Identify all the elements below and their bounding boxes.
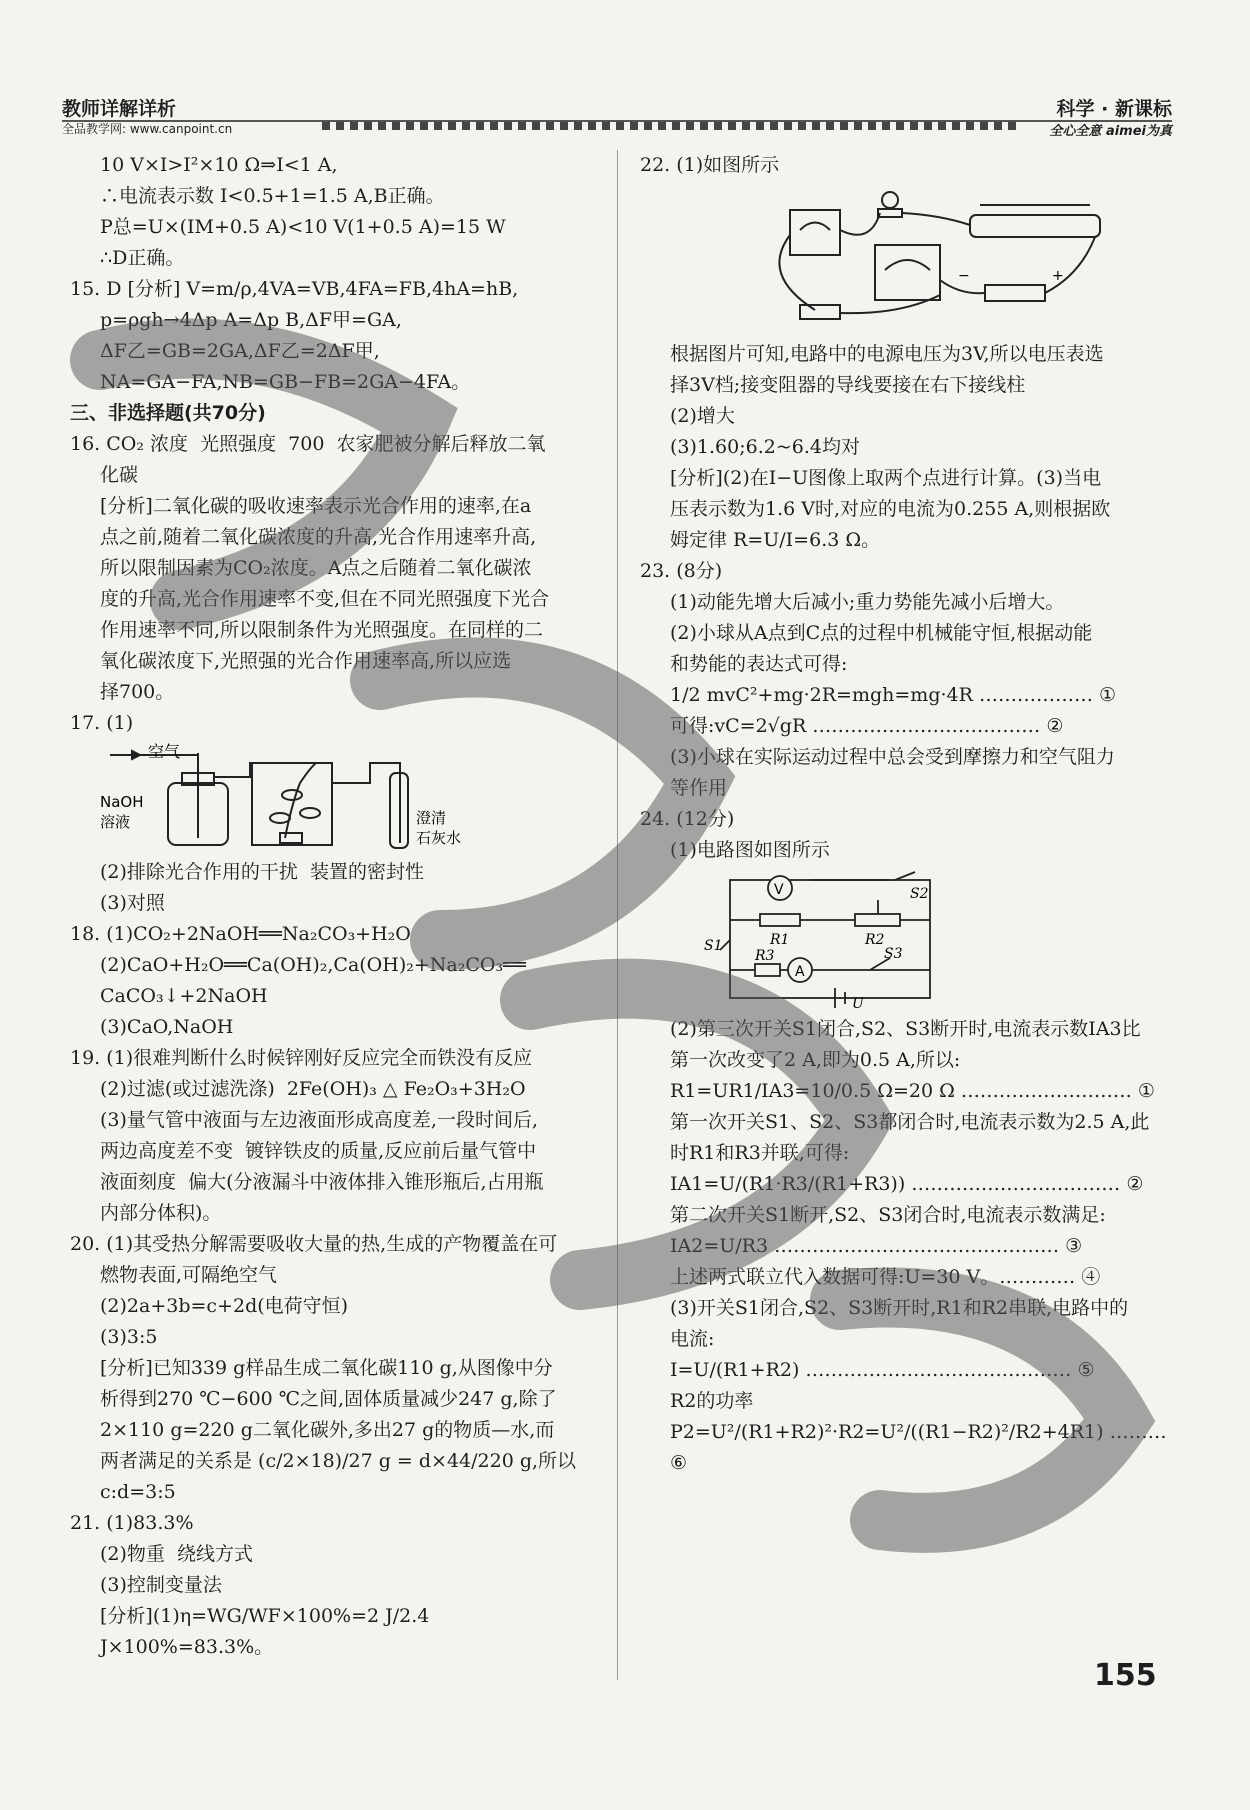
text-line: 1/2 mvC²+mg·2R=mgh=mg·4R ……………… ① [670,684,1117,706]
text-line: ΔF乙=GB=2GA,ΔF乙=2ΔF甲, [100,340,380,362]
header-title: 教师详解详析 [62,98,177,120]
text-line: 可得:vC=2√gR ……………………………… ② [670,715,1064,737]
text-line: 和势能的表达式可得: [670,653,848,675]
text-line: 析得到270 ℃−600 ℃之间,固体质量减少247 g,除了 [100,1388,557,1410]
text-line: P总=U×(IM+0.5 A)<10 V(1+0.5 A)=15 W [100,216,506,238]
text-line: CaCO₃↓+2NaOH [100,985,268,1007]
text-line: (2)物重 绕线方式 [100,1543,253,1565]
text-line: 两边高度差不变 镀锌铁皮的质量,反应前后量气管中 [100,1140,537,1162]
text-line: [分析](1)η=WG/WF×100%=2 J/2.4 J×100%=83.3%。 [100,1605,436,1658]
svg-text:−: − [958,268,970,284]
text-line: 18. (1)CO₂+2NaOH══Na₂CO₃+H₂O [70,923,411,945]
text-line: 22. (1)如图所示 [640,154,780,176]
text-line: 度的升高,光合作用速率不变,但在不同光照强度下光合 [100,588,550,610]
text-line: R1=UR1/IA3=10/0.5 Ω=20 Ω ……………………… ① [670,1080,1155,1102]
s1-label: S1 [704,938,723,954]
text-line: 10 V×I>I²×10 Ω⇒I<1 A, [100,154,338,176]
text-line: 23. (8分) [640,560,723,582]
text-line: (3)控制变量法 [100,1574,222,1596]
text-line: [分析]二氧化碳的吸收速率表示光合作用的速率,在a [100,495,532,517]
text-line: (3)CaO,NaOH [100,1016,234,1038]
text-line: IA2=U/R3 ……………………………………… ③ [670,1235,1083,1257]
text-line: 压表示数为1.6 V时,对应的电流为0.255 A,则根据欧 [670,498,1111,520]
text-line: P2=U²/(R1+R2)²·R2=U²/((R1−R2)²/R2+4R1) ……… ⑥ [670,1421,1173,1474]
text-line: 燃物表面,可隔绝空气 [100,1264,278,1286]
circuit-photo-figure [640,185,1160,335]
text-line: (1)电路图如图所示 [670,839,830,861]
text-line: 作用速率不同,所以限制条件为光照强度。在同样的二 [100,619,544,641]
text-line: 2×110 g=220 g二氧化碳外,多出27 g的物质—水,而 [100,1419,555,1441]
text-line: (2)CaO+H₂O══Ca(OH)₂,Ca(OH)₂+Na₂CO₃══ [100,954,526,976]
text-line: (3)小球在实际运动过程中总会受到摩擦力和空气阻力 [670,746,1115,768]
text-line: 氧化碳浓度下,光照强的光合作用速率高,所以应选 [100,650,512,672]
text-line: (3)对照 [100,892,165,914]
header-dash-rule [322,122,1022,130]
text-line: 16. CO₂ 浓度 光照强度 700 农家肥被分解后释放二氧 [70,433,546,455]
page-number: 155 [1094,1658,1157,1693]
column-divider [617,150,618,1680]
naoh-solution-label: 溶液 [100,813,131,831]
text-line: ∴电流表示数 I<0.5+1=1.5 A,B正确。 [100,185,445,207]
text-line: (3)开关S1闭合,S2、S3断开时,R1和R2串联,电路中的 [670,1297,1129,1319]
text-line: 第一次开关S1、S2、S3都闭合时,电流表示数为2.5 A,此 [670,1111,1150,1133]
text-line: 等作用 [670,777,728,799]
text-line: 上述两式联立代入数据可得:U=30 V。………… ④ [670,1266,1101,1288]
text-line: 19. (1)很难判断什么时候锌刚好反应完全而铁没有反应 [70,1047,533,1069]
text-line: 17. (1) [70,712,134,734]
header-rule [62,120,1172,122]
circuit-diagram [640,870,1120,1010]
u-label: U [852,996,864,1010]
text-line: (1)动能先增大后减小;重力势能先减小后增大。 [670,591,1065,613]
text-line: ∴D正确。 [100,247,185,269]
text-line: I=U/(R1+R2) …………………………………… ⑤ [670,1359,1095,1381]
text-line: (2)排除光合作用的干扰 装置的密封性 [100,861,424,883]
text-line: 所以限制因素为CO₂浓度。A点之后随着二氧化碳浓 [100,557,532,579]
r2-label: R2 [865,932,885,948]
section-heading: 三、非选择题(共70分) [70,402,266,424]
s2-label: S2 [910,886,929,902]
header-slogan: 全心全意 aimei为真 [1049,124,1172,139]
text-line: R2的功率 [670,1390,754,1412]
ammeter-label: A [795,964,805,980]
text-line: 15. D [分析] V=m/ρ,4VA=VB,4FA=FB,4hA=hB, [70,278,519,300]
text-line: 电流: [670,1328,715,1350]
limewater-label-2: 石灰水 [416,829,462,847]
text-line: (2)过滤(或过滤洗涤) 2Fe(OH)₃ △ Fe₂O₃+3H₂O [100,1078,526,1100]
text-line: 化碳 [100,464,139,486]
r3-label: R3 [755,948,775,964]
limewater-label: 澄清 [416,809,447,827]
photosynthesis-apparatus-figure [70,743,550,853]
naoh-label: NaOH [100,793,144,811]
text-line: 姆定律 R=U/I=6.3 Ω。 [670,529,881,551]
text-line: 两者满足的关系是 (c/2×18)/27 g = d×44/220 g,所以 c:d=3:5 [100,1450,583,1503]
text-line: 择700。 [100,681,175,703]
text-line: (3)3:5 [100,1326,158,1348]
voltmeter-label: V [774,882,784,898]
text-line: 21. (1)83.3% [70,1512,194,1534]
left-column [70,150,600,1663]
text-line: 时R1和R3并联,可得: [670,1142,850,1164]
text-line: (3)量气管中液面与左边液面形成高度差,一段时间后, [100,1109,538,1131]
text-line: 内部分体积)。 [100,1202,222,1224]
text-line: IA1=U/(R1·R3/(R1+R3)) …………………………… ② [670,1173,1144,1195]
text-line: (2)增大 [670,405,735,427]
header-site: 全品教学网: www.canpoint.cn [62,122,233,136]
text-line: (2)小球从A点到C点的过程中机械能守恒,根据动能 [670,622,1093,644]
text-line: 第一次改变了2 A,即为0.5 A,所以: [670,1049,961,1071]
text-line: 择3V档;接变阻器的导线要接在右下接线柱 [670,374,1026,396]
text-line: NA=GA−FA,NB=GB−FB=2GA−4FA。 [100,371,471,393]
text-line: 根据图片可知,电路中的电源电压为3V,所以电压表选 [670,343,1104,365]
text-line: 液面刻度 偏大(分液漏斗中液体排入锥形瓶后,占用瓶 [100,1171,544,1193]
text-line: (3)1.60;6.2~6.4均对 [670,436,860,458]
text-line: (2)第三次开关S1闭合,S2、S3断开时,电流表示数IA3比 [670,1018,1141,1040]
s3-label: S3 [884,946,903,962]
text-line: 20. (1)其受热分解需要吸收大量的热,生成的产物覆盖在可 [70,1233,558,1255]
text-line: 第二次开关S1断开,S2、S3闭合时,电流表示数满足: [670,1204,1106,1226]
text-line: 24. (12分) [640,808,735,830]
text-line: p=ρgh→4Δp A=Δp B,ΔF甲=GA, [100,309,402,331]
text-line: 点之前,随着二氧化碳浓度的升高,光合作用速率升高, [100,526,537,548]
page-header [62,90,1172,142]
text-line: (2)2a+3b=c+2d(电荷守恒) [100,1295,349,1317]
text-line: [分析]已知339 g样品生成二氧化碳110 g,从图像中分 [100,1357,553,1379]
right-column [640,150,1180,1479]
svg-text:+: + [1052,268,1064,284]
text-line: [分析](2)在I−U图像上取两个点进行计算。(3)当电 [670,467,1102,489]
r1-label: R1 [770,932,790,948]
air-label: 空气 [148,743,181,761]
header-subject: 科学 · 新课标 [1056,98,1172,120]
